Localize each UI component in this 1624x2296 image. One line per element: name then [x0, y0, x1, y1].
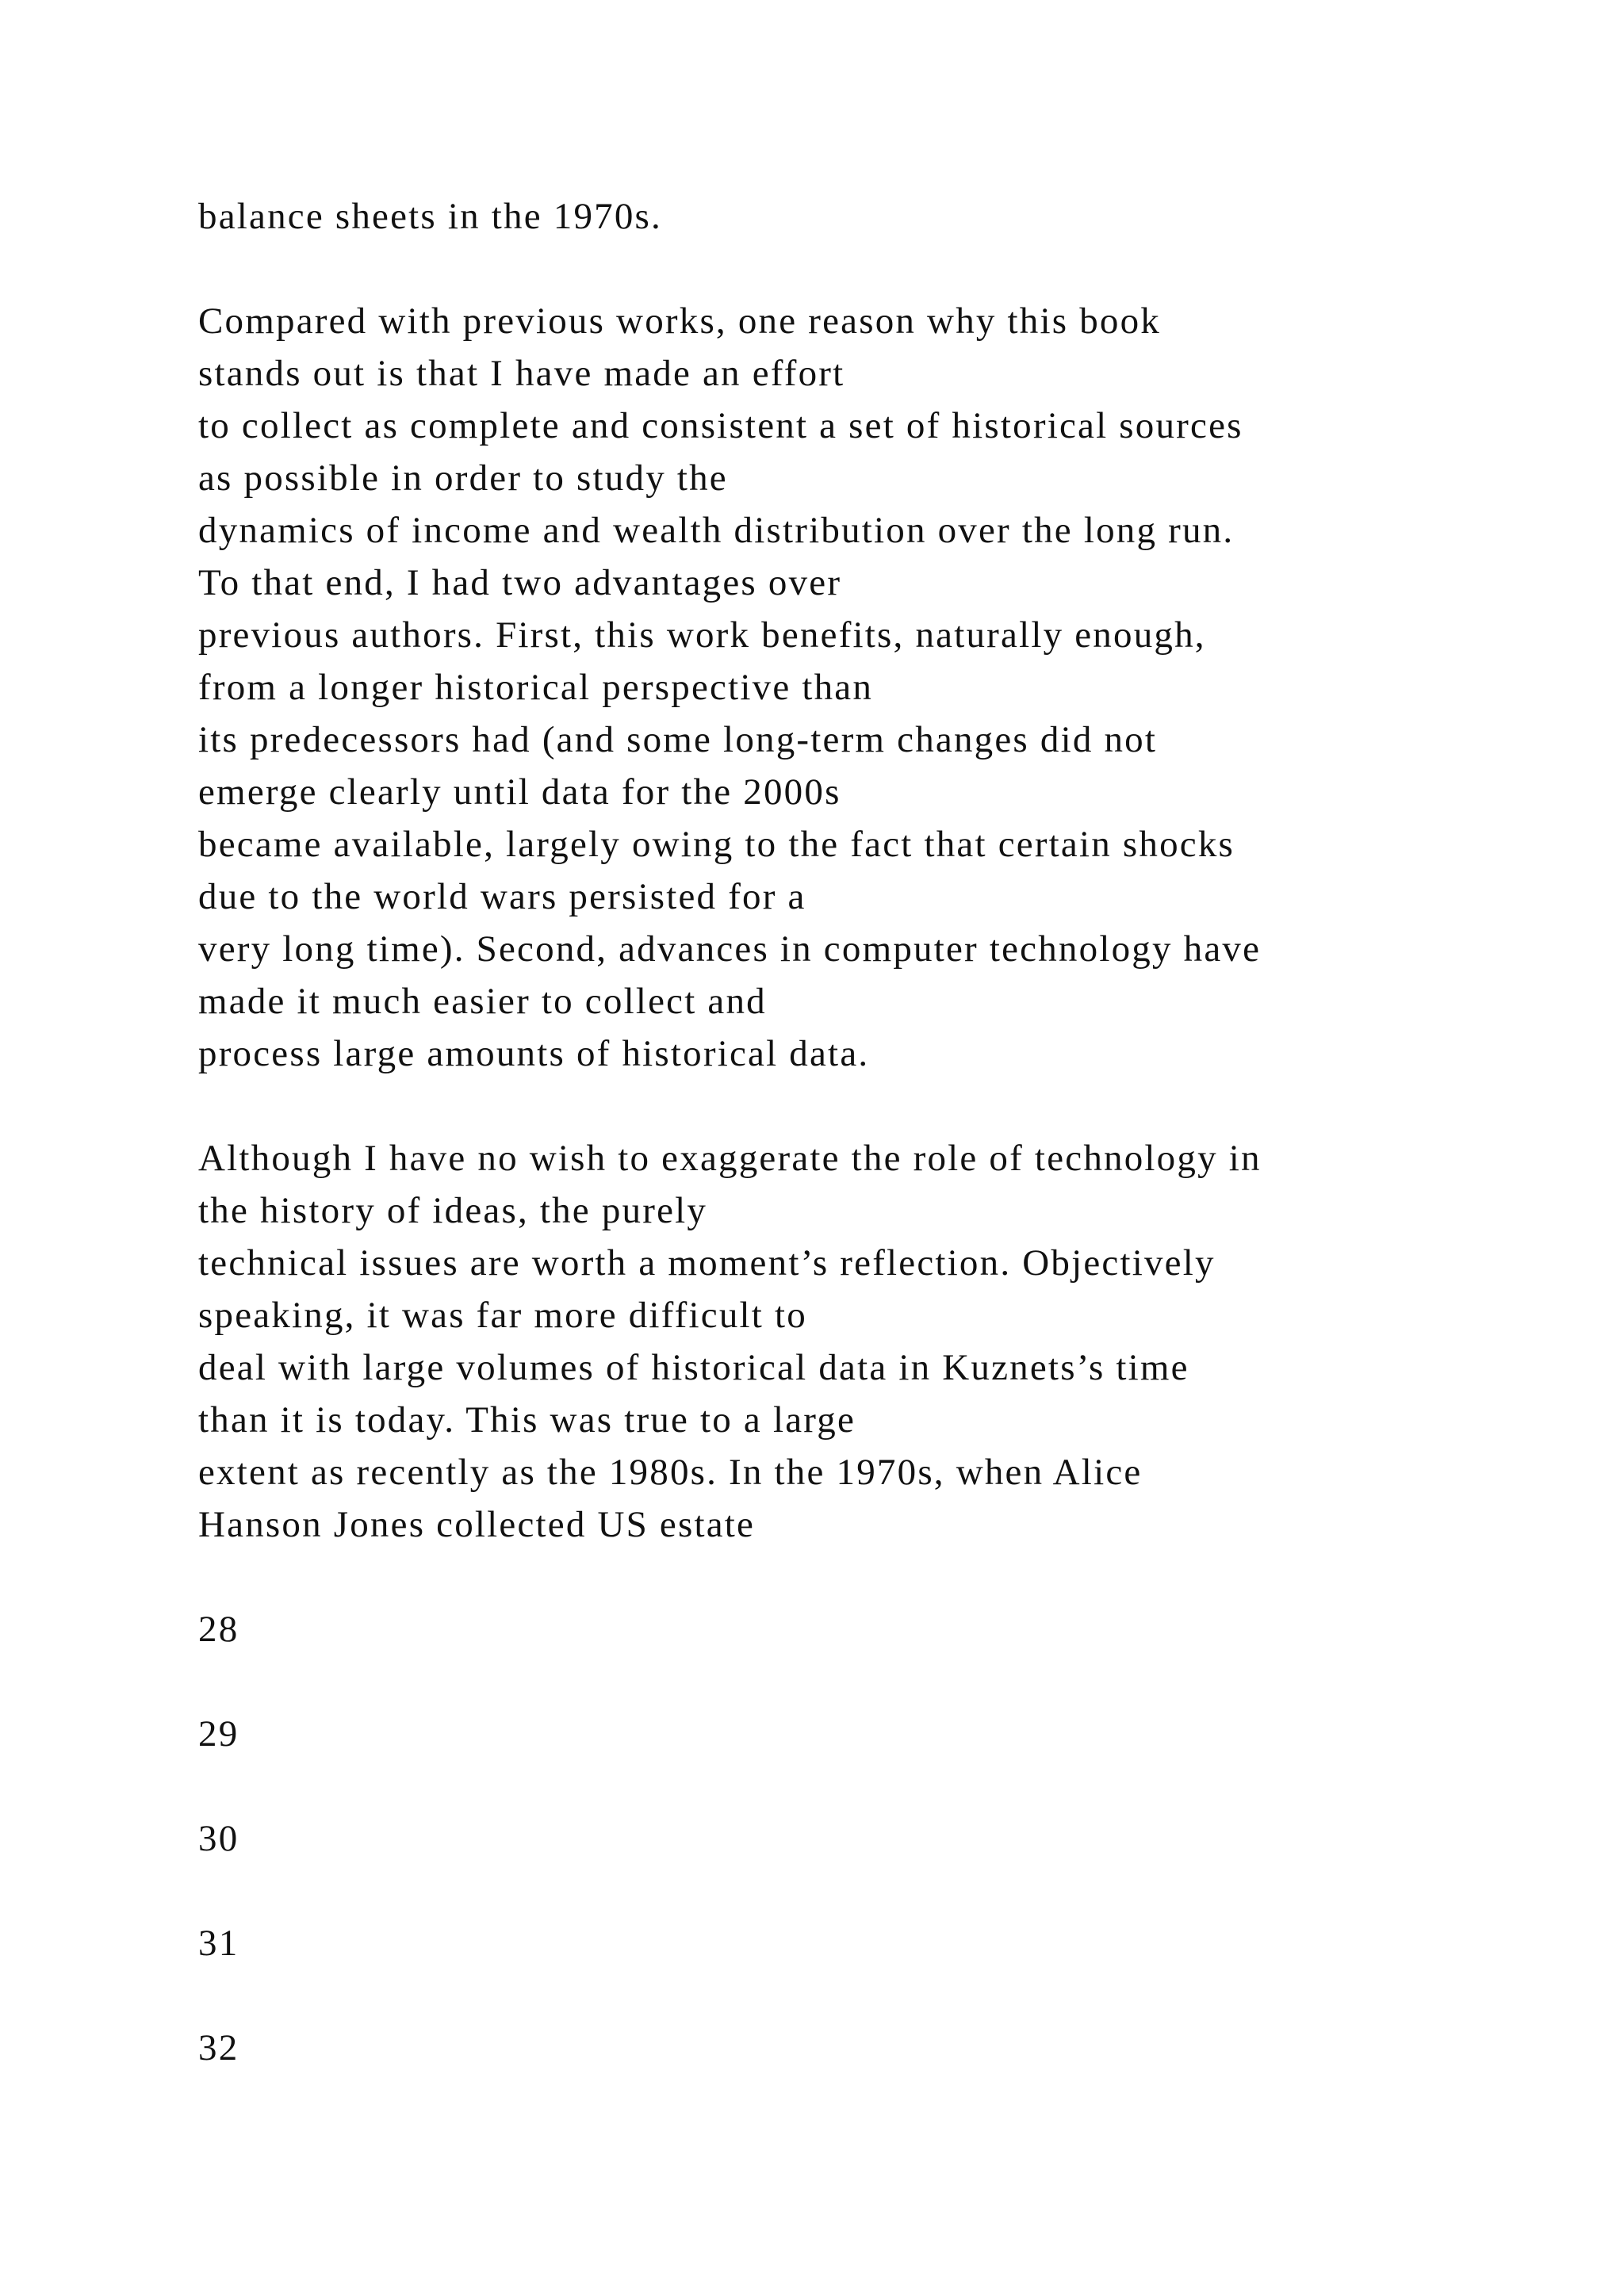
number-gap [198, 1969, 1610, 2022]
footnote-number: 32 [198, 2027, 239, 2068]
text-line: than it is today. This was true to a large [198, 1399, 856, 1441]
text-line: extent as recently as the 1980s. In the 1970s, when Alice [198, 1452, 1143, 1493]
text-line: emerge clearly until data for the 2000s [198, 771, 841, 813]
text-line: Hanson Jones collected US estate [198, 1504, 756, 1545]
paragraph-gap [198, 243, 1610, 295]
paragraph-gap [198, 1080, 1610, 1132]
footnote-number-list [198, 1603, 1610, 2074]
text-line: balance sheets in the 1970s. [198, 196, 662, 237]
text-line: stands out is that I have made an effort [198, 353, 845, 394]
text-line: made it much easier to collect and [198, 981, 767, 1022]
text-line: To that end, I had two advantages over [198, 562, 842, 603]
text-line: due to the world wars persisted for a [198, 876, 806, 917]
text-line: process large amounts of historical data. [198, 1033, 870, 1074]
text-line: speaking, it was far more difficult to [198, 1295, 807, 1336]
paragraph-2 [198, 295, 1610, 1080]
number-gap [198, 1865, 1610, 1917]
text-line: very long time). Second, advances in computer technology have [198, 928, 1262, 970]
footnote-number: 31 [198, 1923, 239, 1964]
text-line: its predecessors had (and some long-term changes did not [198, 719, 1158, 760]
text-line: Although I have no wish to exaggerate the role of technology in [198, 1138, 1262, 1179]
document-page [198, 190, 1610, 2074]
paragraph-3 [198, 1132, 1610, 1551]
paragraph-1 [198, 190, 1610, 243]
paragraph-gap [198, 1551, 1610, 1603]
footnote-number: 28 [198, 1609, 239, 1650]
text-line: as possible in order to study the [198, 457, 728, 499]
text-line: dynamics of income and wealth distribution over the long run. [198, 510, 1235, 551]
text-line: deal with large volumes of historical data in Kuznets’s time [198, 1347, 1189, 1388]
footnote-number: 30 [198, 1818, 239, 1859]
number-gap [198, 1655, 1610, 1708]
text-line: previous authors. First, this work benefits, naturally enough, [198, 614, 1206, 656]
text-line: to collect as complete and consistent a set of historical sources [198, 405, 1243, 446]
footnote-number: 29 [198, 1713, 239, 1755]
text-line: from a longer historical perspective than [198, 667, 874, 708]
text-line: technical issues are worth a moment’s reflection. Objectively [198, 1242, 1216, 1284]
text-line: became available, largely owing to the fact that certain shocks [198, 824, 1235, 865]
text-line: the history of ideas, the purely [198, 1190, 708, 1231]
text-line: Compared with previous works, one reason why this book [198, 300, 1162, 342]
number-gap [198, 1760, 1610, 1812]
